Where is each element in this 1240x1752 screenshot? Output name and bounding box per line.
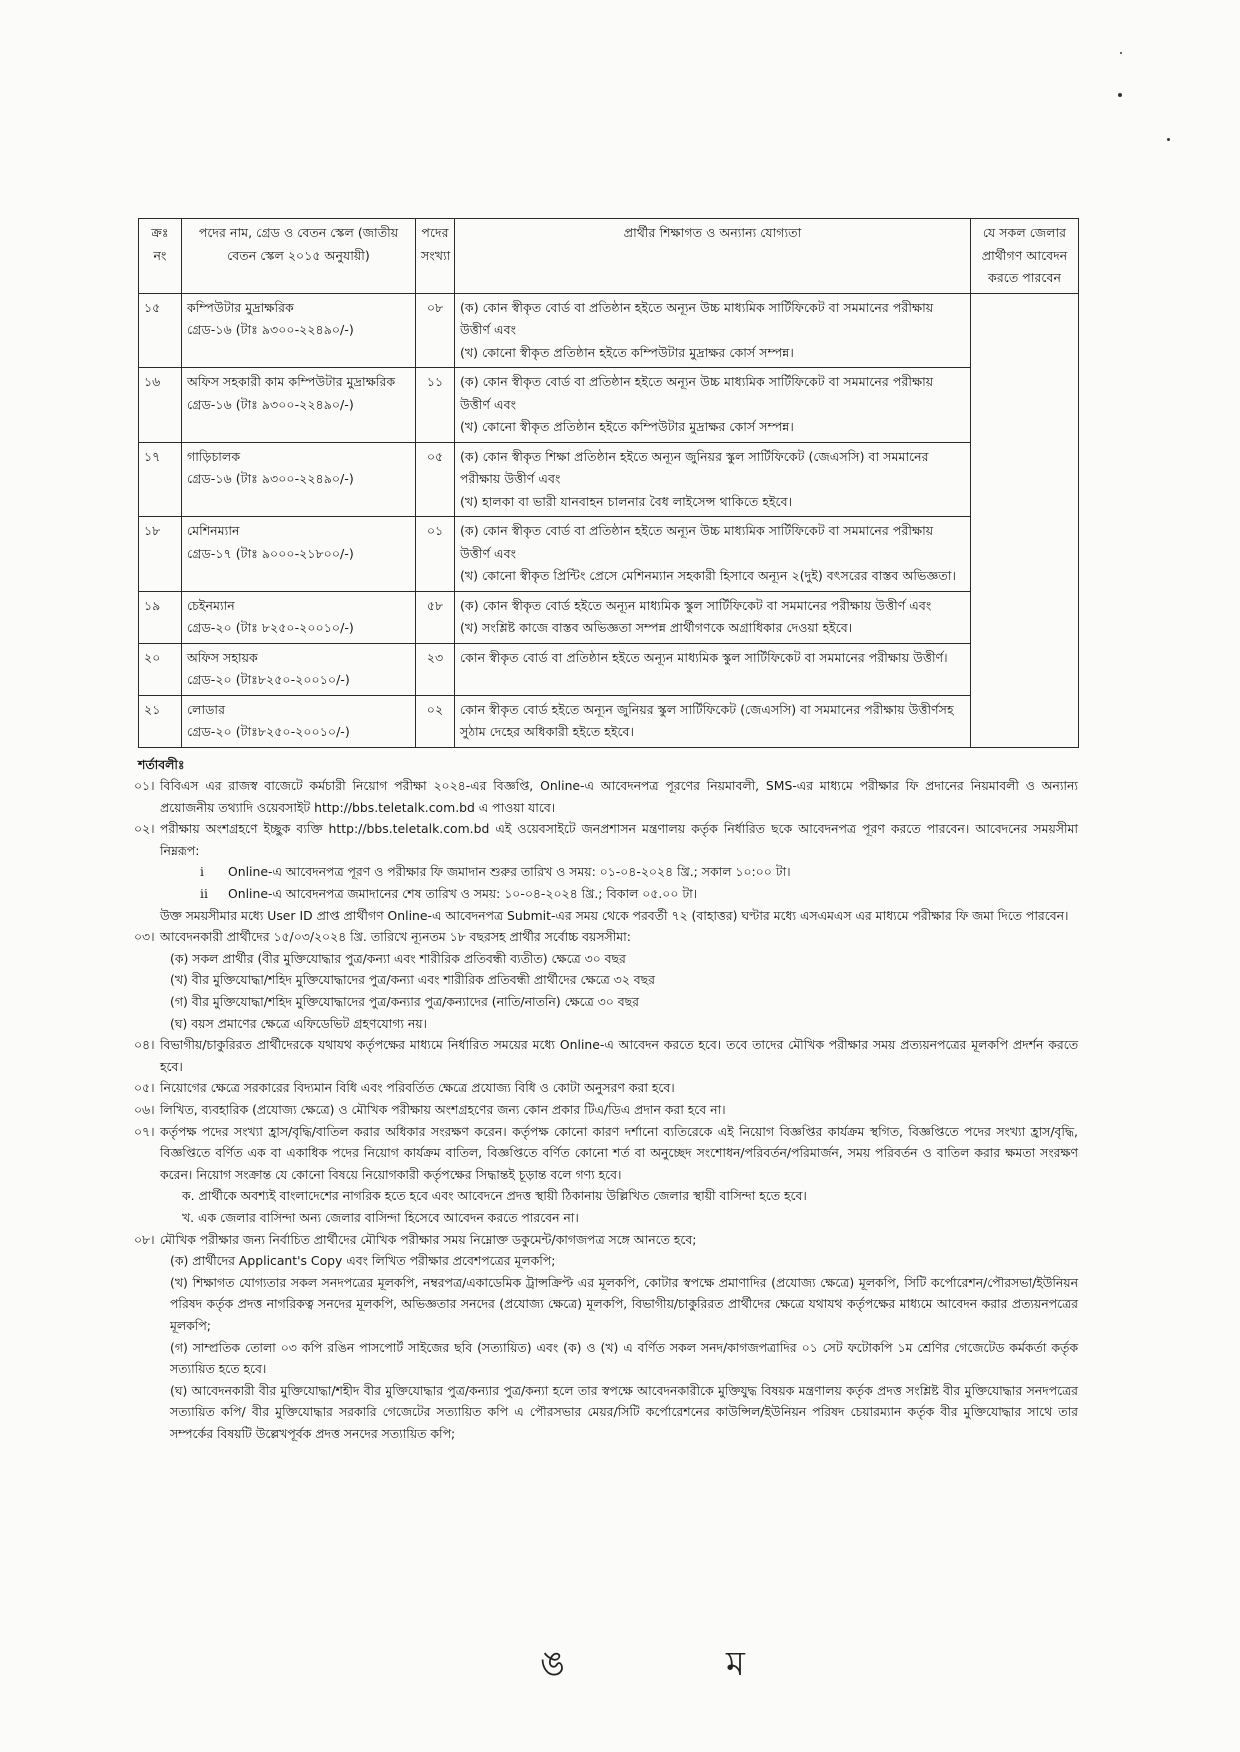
term-number: ০৭। bbox=[134, 1123, 155, 1139]
header-count: পদের সংখ্যা bbox=[416, 219, 455, 294]
table-header-row bbox=[139, 219, 1079, 294]
row-serial: ১৮ bbox=[139, 517, 182, 592]
post-grade: গ্রেড-১৬ (টাঃ ৯৩০০-২২৪৯০/-) bbox=[187, 471, 354, 486]
term-03 bbox=[134, 926, 1078, 1034]
notice-page bbox=[134, 218, 1078, 1445]
row-serial: ২০ bbox=[139, 643, 182, 695]
post-name: লোডার bbox=[187, 701, 225, 717]
row-count: ০৫ bbox=[416, 442, 455, 517]
term-04 bbox=[134, 1034, 1078, 1077]
roman-numeral: ii bbox=[200, 886, 208, 902]
qualification-line: (খ) কোনো স্বীকৃত প্রতিষ্ঠান হইতে কম্পিউটার মুদ্রাক্ষর কোর্স সম্পন্ন। bbox=[460, 344, 794, 360]
term-07 bbox=[134, 1121, 1078, 1229]
table-row bbox=[139, 517, 1079, 592]
row-post bbox=[182, 517, 416, 592]
roman-numeral: i bbox=[200, 864, 204, 880]
term-text: মৌখিক পরীক্ষার জন্য নির্বাচিত প্রার্থীদের মৌখিক পরীক্ষার সময় নিম্নোক্ত ডকুমেন্ট/কাগজপত্র সঙ্গে আনতে হবে; bbox=[160, 1231, 697, 1247]
row-serial: ১৭ bbox=[139, 442, 182, 517]
term-subitem: (ক) প্রার্থীদের Applicant's Copy এবং লিখিত পরীক্ষার প্রবেশপত্রের মূলকপি; bbox=[170, 1253, 556, 1269]
term-05 bbox=[134, 1077, 1078, 1099]
table-row bbox=[139, 643, 1079, 695]
qualification-line: (ক) কোন স্বীকৃত বোর্ড হইতে অন্যূন মাধ্যমিক স্কুল সার্টিফিকেট বা সমমানের পরীক্ষায় উত্তীর্ণ এবং bbox=[460, 597, 932, 613]
post-name: অফিস সহকারী কাম কম্পিউটার মুদ্রাক্ষরিক bbox=[187, 374, 396, 389]
signature-left: ঙ bbox=[540, 1644, 565, 1684]
post-grade: গ্রেড-১৬ (টাঃ ৯৩০০-২২৪৯০/-) bbox=[187, 396, 354, 412]
term-subitem bbox=[160, 861, 1078, 883]
term-text: পরীক্ষায় অংশগ্রহণে ইচ্ছুক ব্যক্তি http://bbs.teletalk.com.bd এই ওয়েবসাইটে জনপ্রশাসন মন্ত্রণালয় কর্তৃক নির্ধারিত ছকে আবেদনপত্র পূরণ করতে পারবেন। আবেদনের সময়সীমা নিম্নরূপ: bbox=[160, 821, 1078, 858]
row-qualification bbox=[455, 368, 971, 443]
districts-cell bbox=[971, 293, 1079, 747]
row-post bbox=[182, 293, 416, 368]
terms-title: শর্তাবলীঃ bbox=[138, 756, 185, 772]
term-text: কর্তৃপক্ষ পদের সংখ্যা হ্রাস/বৃদ্ধি/বাতিল করার অধিকার সংরক্ষণ করেন। কর্তৃপক্ষ কোনো কারণ দর্শানো ব্যতিরেকে এই নিয়োগ বিজ্ঞপ্তির কার্যক্রম স্থগিত, বিজ্ঞপ্তিতে পদের সংখ্যা হ্রাস/বৃদ্ধি, বিজ্ঞপ্তিতে বর্ণিত এক বা একাধিক পদের নিয়োগ কার্যক্রম বাতিল, বিজ্ঞপ্তিতে বর্ণিত কোনো শর্ত বা অনুচ্ছেদ সংশোধন/পরিবর্তন/পরিমার্জন, সময় পরিবর্তন ও বাতিল করার ক্ষমতা সংরক্ষণ করেন। নিয়োগ সংক্রান্ত যে কোনো বিষয়ে নিয়োগকারী কর্তৃপক্ষের সিদ্ধান্তই চূড়ান্ত বলে গণ্য হবে। bbox=[160, 1123, 1078, 1182]
post-name: অফিস সহায়ক bbox=[187, 649, 258, 665]
header-post: পদের নাম, গ্রেড ও বেতন স্কেল (জাতীয় বেতন স্কেল ২০১৫ অনুযায়ী) bbox=[182, 219, 416, 294]
row-qualification bbox=[455, 517, 971, 592]
term-number: ০৫। bbox=[134, 1080, 155, 1096]
term-text: বিবিএস এর রাজস্ব বাজেটে কর্মচারী নিয়োগ পরীক্ষা ২০২৪-এর বিজ্ঞপ্তি, Online-এ আবেদনপত্র পূরণের নিয়মাবলী, SMS-এর মাধ্যমে পরীক্ষার ফি প্রদানের নিয়মাবলী ও অন্যান্য প্রয়োজনীয় তথ্যাদি ওয়েবসাইট http://bbs.teletalk.com.bd এ পাওয়া যাবে। bbox=[160, 778, 1078, 815]
term-number: ০২। bbox=[134, 821, 155, 837]
header-serial: ক্রঃ নং bbox=[139, 219, 182, 294]
term-text: লিখিত, ব্যবহারিক (প্রযোজ্য ক্ষেত্রে) ও মৌখিক পরীক্ষায় অংশগ্রহণের জন্য কোন প্রকার টিএ/ডিএ প্রদান করা হবে না। bbox=[160, 1102, 726, 1117]
row-count: ০২ bbox=[416, 695, 455, 747]
subitem-text: Online-এ আবেদনপত্র পূরণ ও পরীক্ষার ফি জমাদান শুরুর তারিখ ও সময়: ০১-০৪-২০২৪ খ্রি.; সকাল ১০:০০ টা। bbox=[228, 864, 791, 880]
term-subitem: (খ) শিক্ষাগত যোগ্যতার সকল সনদপত্রের মূলকপি, নম্বরপত্র/একাডেমিক ট্রান্সক্রিপ্ট এর মূলকপি, কোটার স্বপক্ষে প্রমাণাদির (প্রযোজ্য ক্ষেত্রে) মূলকপি, সিটি কর্পোরেশন/পৌরসভা/ইউনিয়ন পরিষদ কর্তৃক প্রদত্ত নাগরিকত্ব সনদের মূলকপি, অভিজ্ঞতার সনদের (প্রযোজ্য ক্ষেত্রে) মূলকপি, বিভাগীয়/চাকুরিরত প্রার্থীদের ক্ষেত্রে যথাযথ কর্তৃপক্ষের মাধ্যমে আবেদন করার প্রত্যয়নপত্রের মূলকপি; bbox=[170, 1274, 1078, 1333]
term-02 bbox=[134, 818, 1078, 926]
term-text: নিয়োগের ক্ষেত্রে সরকারের বিদ্যমান বিধি এবং পরিবর্তিত ক্ষেত্রে প্রযোজ্য বিধি ও কোটা অনুসরণ করা হবে। bbox=[160, 1080, 675, 1096]
scan-speck bbox=[1118, 93, 1122, 97]
term-number: ০৩। bbox=[134, 929, 155, 945]
row-qualification bbox=[455, 695, 971, 747]
qualification-line: কোন স্বীকৃত বোর্ড বা প্রতিষ্ঠান হইতে অন্যূন মাধ্যমিক স্কুল সার্টিফিকেট বা সমমানের পরীক্ষায় উত্তীর্ণ। bbox=[460, 649, 948, 665]
row-count: ০৮ bbox=[416, 293, 455, 368]
row-serial: ১৯ bbox=[139, 591, 182, 643]
header-qualification: প্রার্থীর শিক্ষাগত ও অন্যান্য যোগ্যতা bbox=[455, 219, 971, 294]
term-text: আবেদনকারী প্রার্থীদের ১৫/০৩/২০২৪ খ্রি. তারিখে ন্যূনতম ১৮ বছরসহ প্রার্থীর সর্বোচ্চ বয়সসীমা: bbox=[160, 929, 631, 945]
post-grade: গ্রেড-২০ (টাঃ ৮২৫০-২০০১০/-) bbox=[187, 620, 354, 635]
qualification-line: (ক) কোন স্বীকৃত শিক্ষা প্রতিষ্ঠান হইতে অন্যূন জুনিয়র স্কুল সার্টিফিকেট (জেএসসি) বা সমমানের পরীক্ষায় উত্তীর্ণ এবং bbox=[460, 448, 929, 486]
terms-section bbox=[134, 754, 1078, 1445]
term-subitem: ক. প্রার্থীকে অবশ্যই বাংলাদেশের নাগরিক হতে হবে এবং আবেদনে প্রদত্ত স্থায়ী ঠিকানায় উল্লিখিত জেলার স্থায়ী বাসিন্দা হতে হবে। bbox=[182, 1188, 807, 1204]
row-serial: ১৫ bbox=[139, 293, 182, 368]
qualification-line: (খ) সংশ্লিষ্ট কাজে বাস্তব অভিজ্ঞতা সম্পন্ন প্রার্থীগণকে অগ্রাধিকার দেওয়া হইবে। bbox=[460, 620, 853, 635]
table-row bbox=[139, 293, 1079, 368]
signature-right: ম bbox=[726, 1644, 745, 1684]
row-post bbox=[182, 591, 416, 643]
post-name: গাড়িচালক bbox=[187, 448, 241, 464]
header-districts: যে সকল জেলার প্রার্থীগণ আবেদন করতে পারবেন bbox=[971, 219, 1079, 294]
qualification-line: (ক) কোন স্বীকৃত বোর্ড বা প্রতিষ্ঠান হইতে অন্যূন উচ্চ মাধ্যমিক সার্টিফিকেট বা সমমানের পরীক্ষায় উত্তীর্ণ এবং bbox=[460, 374, 934, 412]
term-text: বিভাগীয়/চাকুরিরত প্রার্থীদেরকে যথাযথ কর্তৃপক্ষের মাধ্যমে নির্ধারিত সময়ের মধ্যে Online-এ আবেদন করতে হবে। তবে তাদের মৌখিক পরীক্ষার সময় প্রত্যয়নপত্রের মূলকপি প্রদর্শন করতে হবে। bbox=[160, 1037, 1078, 1074]
post-grade: গ্রেড-১৬ (টাঃ ৯৩০০-২২৪৯০/-) bbox=[187, 322, 354, 337]
row-count: ২৩ bbox=[416, 643, 455, 695]
row-count: ৫৮ bbox=[416, 591, 455, 643]
term-01 bbox=[134, 775, 1078, 818]
term-subitem: খ. এক জেলার বাসিন্দা অন্য জেলার বাসিন্দা হিসেবে আবেদন করতে পারবেন না। bbox=[182, 1209, 579, 1225]
term-08 bbox=[134, 1229, 1078, 1445]
row-post bbox=[182, 695, 416, 747]
row-serial: ১৬ bbox=[139, 368, 182, 443]
term-subitem: (খ) বীর মুক্তিযোদ্ধা/শহিদ মুক্তিযোদ্ধাদের পুত্র/কন্যা এবং শারীরিক প্রতিবন্ধী প্রার্থীদের ক্ষেত্রে ৩২ বছর bbox=[170, 972, 655, 988]
term-subitem bbox=[160, 883, 1078, 905]
row-count: ১১ bbox=[416, 368, 455, 443]
posts-table bbox=[138, 218, 1079, 748]
term-subitem: (ক) সকল প্রার্থীর (বীর মুক্তিযোদ্ধার পুত্র/কন্যা এবং শারীরিক প্রতিবন্ধী ব্যতীত) ক্ষেত্রে ৩০ বছর bbox=[170, 950, 626, 966]
row-qualification bbox=[455, 442, 971, 517]
post-grade: গ্রেড-১৭ (টাঃ ৯০০০-২১৮০০/-) bbox=[187, 545, 354, 561]
qualification-line: (ক) কোন স্বীকৃত বোর্ড বা প্রতিষ্ঠান হইতে অন্যূন উচ্চ মাধ্যমিক সার্টিফিকেট বা সমমানের পরীক্ষায় উত্তীর্ণ এবং bbox=[460, 299, 934, 337]
term-subitem: (ঘ) আবেদনকারী বীর মুক্তিযোদ্ধা/শহীদ বীর মুক্তিযোদ্ধার পুত্র/কন্যার পুত্র/কন্যা হলে তার স্বপক্ষে আবেদনকারীকে মুক্তিযুদ্ধ বিষয়ক মন্ত্রণালয় কর্তৃক প্রদত্ত সংশ্লিষ্ট বীর মুক্তিযোদ্ধার সনদপত্রের সত্যায়িত কপি/ বীর মুক্তিযোদ্ধার সরকারি গেজেটের সত্যায়িত কপি এ পৌরসভার মেয়র/সিটি কর্পোরেশনের কাউন্সিল/ইউনিয়ন পরিষদ চেয়ারম্যান কর্তৃক বীর মুক্তিযোদ্ধার সাথে তার সম্পর্কের বিষয়টি উল্লেখপূর্বক প্রদত্ত সনদের সত্যায়িত কপি; bbox=[170, 1382, 1078, 1441]
post-grade: গ্রেড-২০ (টাঃ৮২৫০-২০০১০/-) bbox=[187, 724, 350, 739]
table-row bbox=[139, 442, 1079, 517]
row-qualification bbox=[455, 293, 971, 368]
scan-speck bbox=[1167, 138, 1170, 141]
post-name: মেশিনম্যান bbox=[187, 523, 240, 538]
row-count: ০১ bbox=[416, 517, 455, 592]
term-note: উক্ত সময়সীমার মধ্যে User ID প্রাপ্ত প্রার্থীগণ Online-এ আবেদনপত্র Submit-এর সময় থেকে পরবর্তী ৭২ (বাহাত্তর) ঘণ্টার মধ্যে এসএমএস এর মাধ্যমে পরীক্ষার ফি জমা দিতে পারবেন। bbox=[160, 907, 1069, 923]
qualification-line: (খ) হালকা বা ভারী যানবাহন চালনার বৈধ লাইসেন্স থাকিতে হইবে। bbox=[460, 493, 793, 509]
post-grade: গ্রেড-২০ (টাঃ৮২৫০-২০০১০/-) bbox=[187, 672, 350, 687]
term-number: ০১। bbox=[134, 778, 155, 794]
row-qualification bbox=[455, 643, 971, 695]
term-subitem: (ঘ) বয়স প্রমাণের ক্ষেত্রে এফিডেভিট গ্রহণযোগ্য নয়। bbox=[170, 1015, 427, 1031]
term-subitem: (গ) সাম্প্রতিক তোলা ০৩ কপি রঙিন পাসপোর্ট সাইজের ছবি (সত্যায়িত) এবং (ক) ও (খ) এ বর্ণিত সকল সনদ/কাগজপত্রাদির ০১ সেট ফটোকপি ১ম শ্রেণির গেজেটেড কর্মকর্তা কর্তৃক সত্যায়িত হতে হবে। bbox=[170, 1339, 1078, 1377]
post-name: কম্পিউটার মুদ্রাক্ষরিক bbox=[187, 299, 294, 315]
row-serial: ২১ bbox=[139, 695, 182, 747]
row-post bbox=[182, 643, 416, 695]
scan-speck bbox=[1120, 52, 1122, 54]
qualification-line: (খ) কোনো স্বীকৃত প্রতিষ্ঠান হইতে কম্পিউটার মুদ্রাক্ষর কোর্স সম্পন্ন। bbox=[460, 419, 794, 434]
term-06 bbox=[134, 1099, 1078, 1121]
term-number: ০৪। bbox=[134, 1037, 155, 1053]
table-row bbox=[139, 695, 1079, 747]
row-post bbox=[182, 368, 416, 443]
subitem-text: Online-এ আবেদনপত্র জমাদানের শেষ তারিখ ও সময়: ১০-০৪-২০২৪ খ্রি.; বিকাল ০৫.০০ টা। bbox=[228, 886, 698, 902]
table-row bbox=[139, 368, 1079, 443]
term-number: ০৬। bbox=[134, 1102, 155, 1117]
term-subitem: (গ) বীর মুক্তিযোদ্ধা/শহিদ মুক্তিযোদ্ধাদের পুত্র/কন্যার পুত্র/কন্যাদের (নাতি/নাতনি) ক্ষেত্রে ৩০ বছর bbox=[170, 994, 639, 1010]
term-number: ০৮। bbox=[134, 1231, 155, 1247]
qualification-line: (ক) কোন স্বীকৃত বোর্ড বা প্রতিষ্ঠান হইতে অন্যূন উচ্চ মাধ্যমিক সার্টিফিকেট বা সমমানের পরীক্ষায় উত্তীর্ণ এবং bbox=[460, 523, 934, 561]
table-row bbox=[139, 591, 1079, 643]
row-qualification bbox=[455, 591, 971, 643]
qualification-line: কোন স্বীকৃত বোর্ড হইতে অন্যূন জুনিয়র স্কুল সার্টিফিকেট (জেএসসি) বা সমমানের পরীক্ষায় উত্তীর্ণসহ সুঠাম দেহের অধিকারী হইতে হইবে। bbox=[460, 701, 954, 739]
row-post bbox=[182, 442, 416, 517]
post-name: চেইনম্যান bbox=[187, 597, 235, 613]
qualification-line: (খ) কোনো স্বীকৃত প্রিন্টিং প্রেসে মেশিনম্যান সহকারী হিসাবে অন্যূন ২(দুই) বৎসরের বাস্তব অভিজ্ঞতা। bbox=[460, 568, 956, 583]
